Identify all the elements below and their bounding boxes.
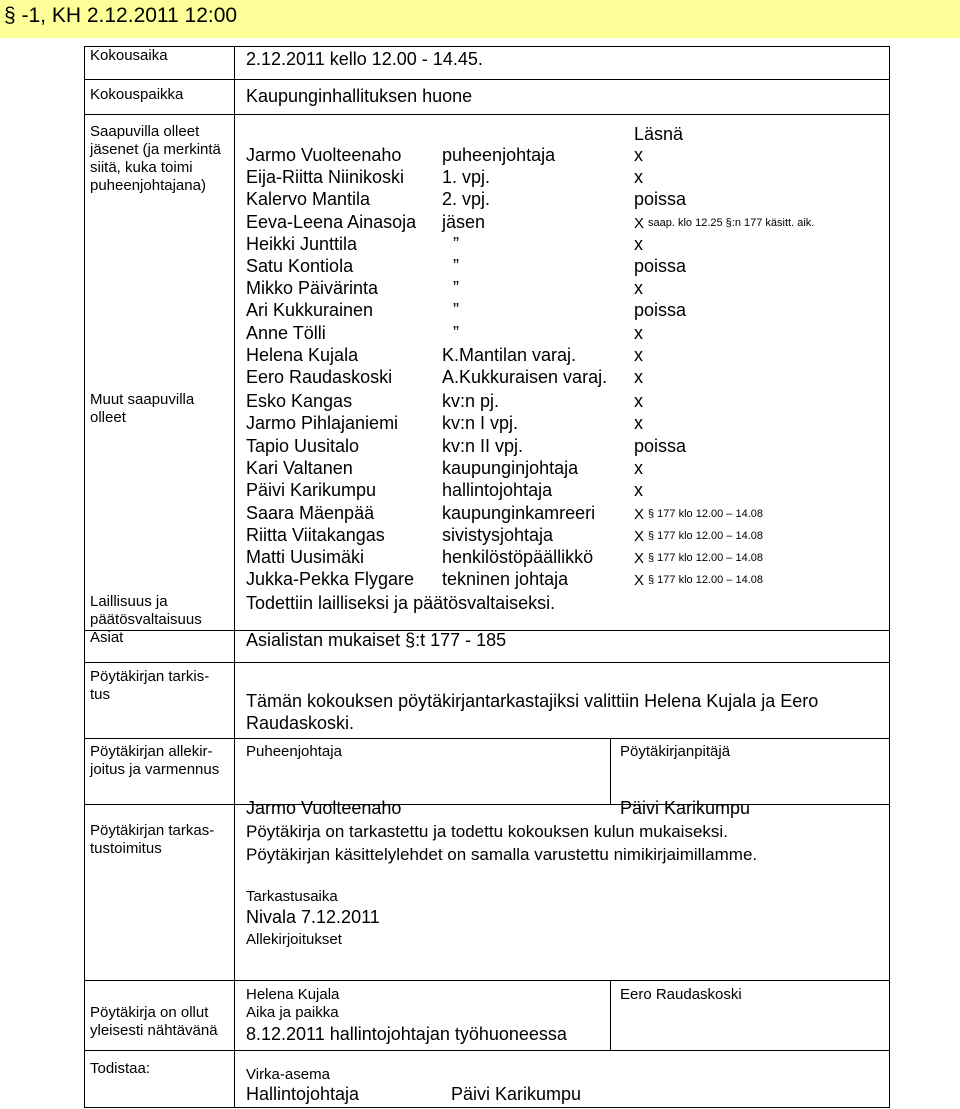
value-laillisuus: Todettiin lailliseksi ja päätösvaltaiseksi. xyxy=(246,593,556,613)
attendance-status: x xyxy=(634,322,643,343)
person-role: ” xyxy=(453,256,459,276)
attendance-note: § 177 klo 12.00 – 14.08 xyxy=(648,552,763,565)
person-role: sivistysjohtaja xyxy=(442,524,554,545)
label-asiat: Asiat xyxy=(90,629,124,646)
tarkastusaika-label: Tarkastusaika xyxy=(246,888,338,905)
person-name: Anne Tölli xyxy=(246,322,326,343)
table-right-border xyxy=(889,46,890,1108)
person-role: kv:n I vpj. xyxy=(442,413,519,434)
value-tarkistus: Tämän kokouksen pöytäkirjantarkastajiksi valittiin Helena Kujala ja Eero Raudaskoski. xyxy=(246,691,819,733)
label-todistaa: Todistaa: xyxy=(90,1060,151,1077)
attendance-status: x xyxy=(634,480,643,501)
attendance-status: x xyxy=(634,391,643,411)
attendance-header: Läsnä xyxy=(634,124,684,144)
row-divider xyxy=(84,1050,890,1051)
signer-2: Eero Raudaskoski xyxy=(620,986,742,1003)
value-kokousaika: 2.12.2011 kello 12.00 - 14.45. xyxy=(246,49,483,69)
person-name: Helena Kujala xyxy=(246,344,359,365)
virka-value: Hallintojohtaja xyxy=(246,1084,360,1104)
label-nahtavana: Pöytäkirja on ollut yleisesti nähtävänä xyxy=(90,1004,218,1039)
attendance-note: § 177 klo 12.00 – 14.08 xyxy=(648,574,763,587)
person-name: Jarmo Vuolteenaho xyxy=(246,145,402,165)
label-tarkastustoimitus: Pöytäkirjan tarkas-tustoimitus xyxy=(90,822,215,857)
allekirjoitukset-label: Allekirjoitukset xyxy=(246,931,342,948)
person-role: hallintojohtaja xyxy=(442,480,553,501)
person-role: A.Kukkuraisen varaj. xyxy=(442,367,608,387)
person-role: jäsen xyxy=(442,211,486,232)
document-header-title: § -1, KH 2.12.2011 12:00 xyxy=(4,4,238,27)
person-role: 1. vpj. xyxy=(442,167,491,188)
attendance-status: poissa xyxy=(634,256,687,276)
person-role: K.Mantilan varaj. xyxy=(442,344,577,365)
row-divider xyxy=(84,738,890,739)
row-divider xyxy=(84,79,890,80)
label-laillisuus: Laillisuus ja päätösvaltaisuus xyxy=(90,593,202,628)
person-name: Ari Kukkurainen xyxy=(246,300,374,321)
person-role: puheenjohtaja xyxy=(442,145,556,165)
attendance-status: poissa xyxy=(634,300,687,321)
label-kokouspaikka: Kokouspaikka xyxy=(90,86,184,103)
person-name: Kalervo Mantila xyxy=(246,189,371,210)
value-kokouspaikka: Kaupunginhallituksen huone xyxy=(246,86,473,106)
person-name: Matti Uusimäki xyxy=(246,547,365,568)
person-name: Jarmo Pihlajaniemi xyxy=(246,413,399,434)
attendance-note: § 177 klo 12.00 – 14.08 xyxy=(648,529,763,542)
person-name: Jukka-Pekka Flygare xyxy=(246,569,415,590)
signer-1: Helena Kujala xyxy=(246,986,340,1003)
person-name: Riitta Viitakangas xyxy=(246,524,385,545)
attendance-status: x xyxy=(634,167,643,188)
person-name: Saara Mäenpää xyxy=(246,502,375,523)
row-divider xyxy=(84,804,890,805)
attendance-status: poissa xyxy=(634,189,687,210)
person-role: kaupunginkamreeri xyxy=(442,502,596,523)
label-tarkistus: Pöytäkirjan tarkis-tus xyxy=(90,668,210,703)
attendance-status: X xyxy=(634,572,645,590)
table-bottom-border xyxy=(84,1107,890,1108)
attendance-status: x xyxy=(634,278,643,299)
person-role: kv:n pj. xyxy=(442,391,500,411)
virka-label: Virka-asema xyxy=(246,1066,330,1083)
aika-label: Aika ja paikka xyxy=(246,1004,339,1021)
row-divider xyxy=(84,114,890,115)
poytakirjanpitaja-name: Päivi Karikumpu xyxy=(620,798,751,818)
attendance-note: saap. klo 12.25 §:n 177 käsitt. aik. xyxy=(648,216,815,229)
label-kokousaika: Kokousaika xyxy=(90,47,168,64)
person-name: Kari Valtanen xyxy=(246,457,353,478)
attendance-status: X xyxy=(634,527,645,545)
attendance-status: X xyxy=(634,214,645,232)
label-allekirjoitus: Pöytäkirjan allekir-joitus ja varmennus xyxy=(90,743,220,778)
person-name: Eija-Riitta Niinikoski xyxy=(246,167,405,188)
puheenjohtaja-name: Jarmo Vuolteenaho xyxy=(246,798,402,818)
person-role: henkilöstöpäällikkö xyxy=(442,547,594,568)
attendance-status: x xyxy=(634,145,643,165)
attendance-status: poissa xyxy=(634,435,687,456)
attendance-note: § 177 klo 12.00 – 14.08 xyxy=(648,507,763,520)
signature-column-divider xyxy=(610,738,611,804)
label-column-divider xyxy=(234,46,235,1108)
attendance-status: x xyxy=(634,413,643,434)
table-left-border xyxy=(84,46,85,1108)
person-name: Eero Raudaskoski xyxy=(246,367,393,387)
person-name: Mikko Päivärinta xyxy=(246,278,379,299)
todistaja-name: Päivi Karikumpu xyxy=(451,1084,582,1104)
row-divider xyxy=(84,662,890,663)
person-role: 2. vpj. xyxy=(442,189,491,210)
person-name: Päivi Karikumpu xyxy=(246,480,377,501)
person-name: Tapio Uusitalo xyxy=(246,435,360,456)
poytakirjanpitaja-label: Pöytäkirjanpitäjä xyxy=(620,743,731,760)
puheenjohtaja-label: Puheenjohtaja xyxy=(246,743,342,760)
person-name: Heikki Junttila xyxy=(246,233,358,254)
attendance-status: X xyxy=(634,550,645,568)
tarkastus-text-2: Pöytäkirjan käsittelylehdet on samalla varustettu nimikirjaimillamme. xyxy=(246,845,758,864)
person-name: Esko Kangas xyxy=(246,391,353,411)
person-name: Eeva-Leena Ainasoja xyxy=(246,211,417,232)
value-asiat: Asialistan mukaiset §:t 177 - 185 xyxy=(246,630,507,650)
person-role: ” xyxy=(453,300,459,321)
label-muut-saapuvilla: Muut saapuvilla olleet xyxy=(90,391,195,426)
attendance-status: x xyxy=(634,367,643,387)
signature-column-divider xyxy=(610,980,611,1050)
label-saapuvilla: Saapuvilla olleet jäsenet (ja merkintä siitä, kuka toimi puheenjohtajana) xyxy=(90,123,221,194)
tarkastusaika-value: Nivala 7.12.2011 xyxy=(246,907,380,927)
person-role: kv:n II vpj. xyxy=(442,435,524,456)
person-name: Satu Kontiola xyxy=(246,256,354,276)
person-role: ” xyxy=(453,233,459,254)
attendance-status: X xyxy=(634,505,645,523)
person-role: tekninen johtaja xyxy=(442,569,569,590)
attendance-status: x xyxy=(634,344,643,365)
row-divider xyxy=(84,980,890,981)
attendance-status: x xyxy=(634,233,643,254)
person-role: kaupunginjohtaja xyxy=(442,457,579,478)
document-header xyxy=(0,0,960,38)
person-role: ” xyxy=(453,278,459,299)
tarkastus-text-1: Pöytäkirja on tarkastettu ja todettu kokouksen kulun mukaiseksi. xyxy=(246,822,728,841)
attendance-status: x xyxy=(634,457,643,478)
person-role: ” xyxy=(453,322,459,343)
aika-value: 8.12.2011 hallintojohtajan työhuoneessa xyxy=(246,1024,567,1044)
